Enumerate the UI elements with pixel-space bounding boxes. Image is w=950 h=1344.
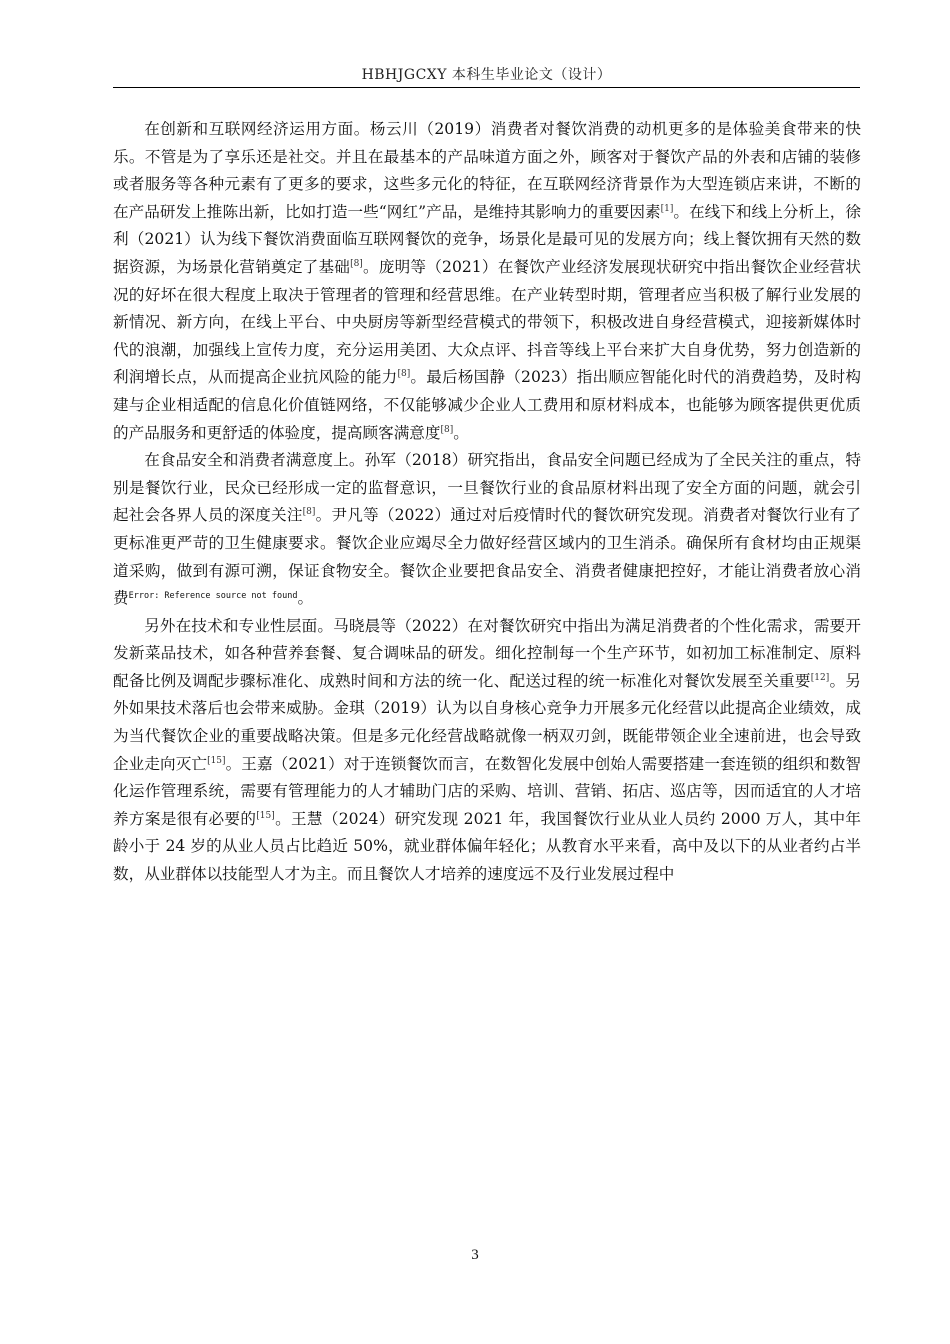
body-text	[113, 116, 861, 889]
citation: [15]	[207, 755, 226, 766]
page-header: HBHJGCXY 本科生毕业论文（设计）	[361, 67, 612, 83]
text-segment: 。最后杨国静（2023）指出顺应智能化时代的消费趋势，及时构建与企业相适配的信息化价值链网络，不仅能够减少企业人工费用和原材料成本，也能够为顾客提供更优质的产品服务和更舒适的体验度，提高顾客满意度	[113, 368, 861, 442]
citation: [8]	[440, 424, 454, 435]
text-segment: 。王嘉（2021）对于连锁餐饮而言，在数智化发展中创始人需要搭建一套连锁的组织和数智化运作管理系统，需要有管理能力的人才辅助门店的采购、培训、营销、拓店、巡店等，因而适宜的人才培养方案是很有必要的	[113, 754, 861, 828]
paragraph-innovation	[113, 116, 861, 447]
text-segment: 在食品安全和消费者满意度上。孙军（2018）研究指出，食品安全问题已经成为了全民关注的重点，特别是餐饮行业，民众已经形成一定的监督意识，一旦餐饮行业的食品原材料出现了安全方面的问题，就会引起社会各界人员的深度关注	[113, 451, 861, 525]
citation: [15]	[256, 810, 275, 821]
text-segment: 。	[297, 589, 314, 608]
text-segment: 。尹凡等（2022）通过对后疫情时代的餐饮研究发现。消费者对餐饮行业有了更标准更严苛的卫生健康要求。餐饮企业应竭尽全力做好经营区域内的卫生消杀。确保所有食材均由正规渠道采购，做到有源可溯，保证食物安全。餐饮企业要把食品安全、消费者健康把控好，才能让消费者放心消费	[113, 506, 861, 608]
text-segment: 另外在技术和专业性层面。马晓晨等（2022）在对餐饮研究中指出为满足消费者的个性化需求，需要开发新菜品技术，如各种营养套餐、复合调味品的研发。细化控制每一个生产环节，如初加工标准制定、原料配备比例及调配步骤标准化、成熟时间和方法的统一化、配送过程的统一标准化对餐饮发展至关重要	[113, 616, 861, 690]
text-segment: 。在线下和线上分析上，徐利（2021）认为线下餐饮消费面临互联网餐饮的竞争，场景化是最可见的发展方向；线上餐饮拥有天然的数据资源，为场景化营销奠定了基础	[113, 202, 861, 276]
paragraph-food-safety	[113, 447, 861, 613]
reference-error: Error: Reference source not found	[128, 591, 298, 602]
header-rule	[113, 87, 860, 88]
page-number: 3	[471, 1247, 479, 1263]
paragraph-technology	[113, 613, 861, 889]
text-segment: 。庞明等（2021）在餐饮产业经济发展现状研究中指出餐饮企业经营状况的好坏在很大程度上取决于管理者的管理和经营思维。在产业转型时期，管理者应当积极了解行业发展的新情况、新方向，在线上平台、中央厨房等新型经营模式的带领下，积极改进自身经营模式，迎接新媒体时代的浪潮，加强线上宣传力度，充分运用美团、大众点评、抖音等线上平台来扩大自身优势，努力创造新的利润增长点，从而提高企业抗风险的能力	[113, 257, 861, 387]
citation: [8]	[350, 258, 363, 269]
citation: [8]	[302, 507, 316, 518]
citation: [8]	[397, 369, 411, 380]
text-segment: 。王慧（2024）研究发现 2021 年，我国餐饮行业从业人员约 2000 万人，其中年龄小于 24 岁的从业人员占比趋近 50%，就业群体偏年轻化；从教育水平来看，高中及以下的从业者约占半数，从业群体以技能型人才为主。而且餐饮人才培养的速度远不及行业发展过程中	[113, 809, 861, 884]
citation: [1]	[660, 203, 674, 214]
text-segment: 。另外如果技术落后也会带来威胁。金琪（2019）认为以自身核心竞争力开展多元化经营以此提高企业绩效，成为当代餐饮企业的重要战略决策。但是多元化经营战略就像一柄双刃剑，既能带领企业全速前进，也会导致企业走向灭亡	[113, 671, 861, 773]
text-segment: 在创新和互联网经济运用方面。杨云川（2019）消费者对餐饮消费的动机更多的是体验美食带来的快乐。不管是为了享乐还是社交。并且在最基本的产品味道方面之外，顾客对于餐饮产品的外表和店铺的装修或者服务等各种元素有了更多的要求，这些多元化的特征，在互联网经济背景作为大型连锁店来讲，不断的在产品研发上推陈出新，比如打造一些“网红”产品，是维持其影响力的重要因素	[113, 120, 861, 221]
citation: [12]	[810, 672, 830, 683]
text-segment: 。	[453, 423, 469, 442]
